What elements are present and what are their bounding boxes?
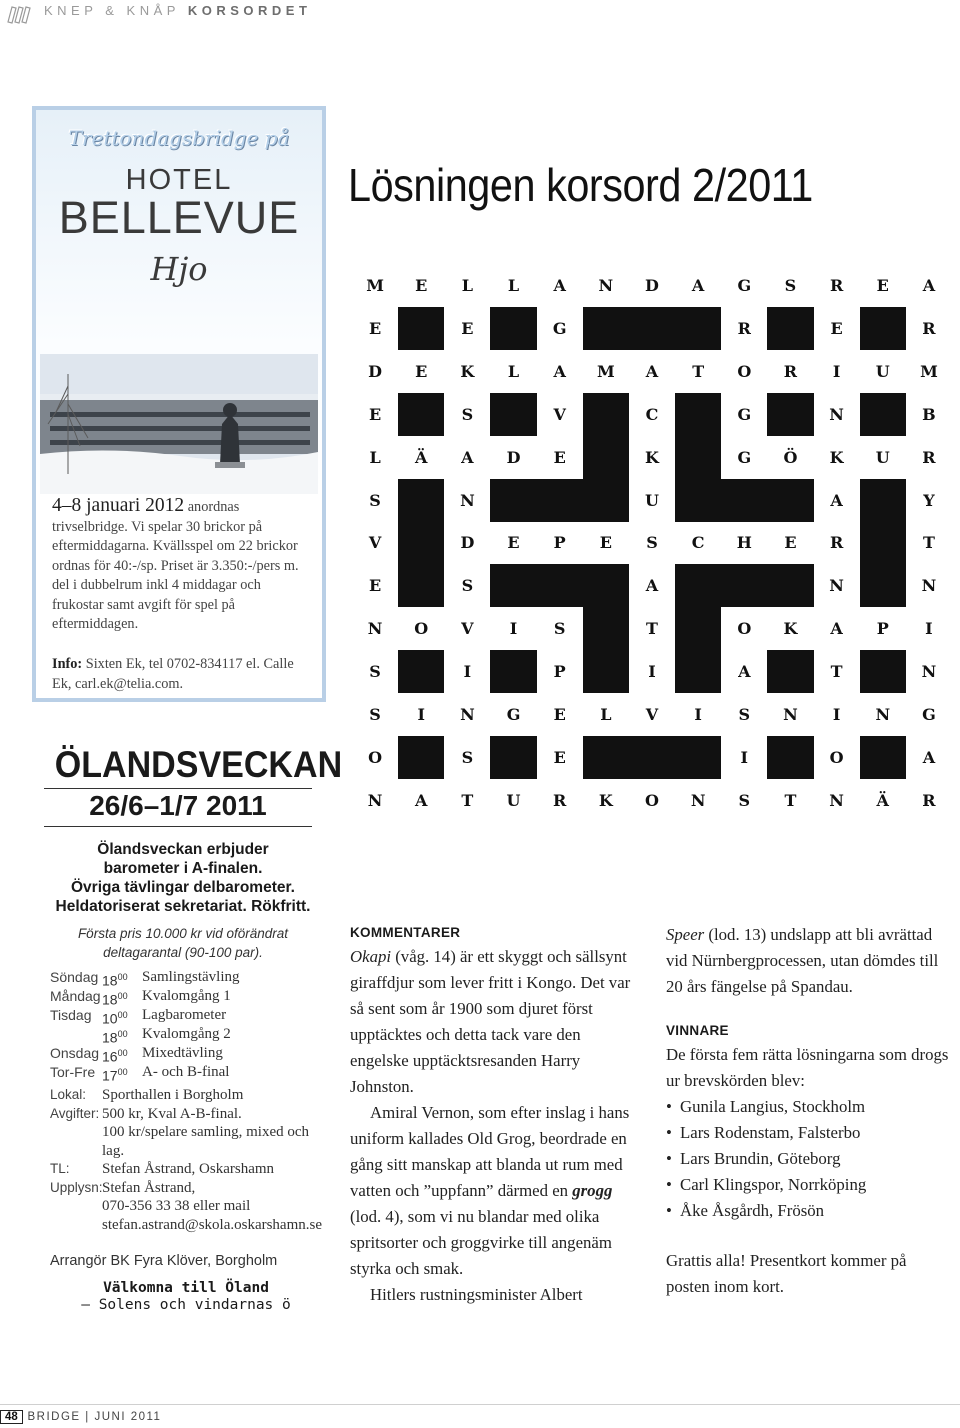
letter-cell: T [767, 779, 813, 822]
letter-cell: P [537, 522, 583, 565]
letter-cell: L [490, 350, 536, 393]
vinnare-heading: VINNARE [666, 1023, 729, 1038]
oland-ad-title: ÖLANDSVECKAN [54, 744, 343, 785]
okapi-paragraph [350, 944, 638, 1100]
letter-cell: S [444, 564, 490, 607]
letter-cell: U [860, 436, 906, 479]
black-cell [767, 393, 813, 436]
letter-cell: D [490, 436, 536, 479]
letter-cell: E [537, 693, 583, 736]
letter-cell: E [583, 522, 629, 565]
detail-label: Lokal: [50, 1087, 87, 1102]
black-cell [583, 436, 629, 479]
black-cell [490, 650, 536, 693]
footer-text: BRIDGE | JUNI 2011 [22, 1411, 162, 1423]
schedule-hour: 18 [102, 1029, 118, 1046]
letter-cell: L [583, 693, 629, 736]
divider [44, 826, 312, 827]
black-cell [860, 564, 906, 607]
letter-cell: I [814, 350, 860, 393]
letter-cell: L [352, 436, 398, 479]
letter-cell: K [629, 436, 675, 479]
schedule-day: Tisdag [50, 1007, 92, 1023]
speer-text: (lod. 13) undslapp att bli avrättad vid Nürnbergprocessen, utan dömdes till 20 års fängelse på Spandau. [666, 925, 939, 996]
black-cell [767, 650, 813, 693]
hotel-winter-photo [40, 354, 318, 494]
schedule-hour: 10 [102, 1010, 118, 1027]
letter-cell: N [444, 693, 490, 736]
detail-value: stefan.astrand@skola.oskarshamn.se [102, 1216, 323, 1233]
letter-cell: I [906, 607, 952, 650]
black-cell [490, 393, 536, 436]
black-cell [490, 564, 536, 607]
black-cell [583, 607, 629, 650]
black-cell [398, 479, 444, 522]
oland-ad-dates: 26/6–1/7 2011 [89, 790, 267, 821]
black-cell [537, 564, 583, 607]
black-cell [860, 522, 906, 565]
schedule-event: Samlingstävling [142, 969, 240, 985]
list-item: • Carl Klingspor, Norrköping [666, 1172, 954, 1198]
black-cell [860, 307, 906, 350]
detail-value: Stefan Åstrand, Oskarshamn [102, 1161, 275, 1177]
detail-label: Avgifter: [50, 1105, 100, 1121]
letter-cell: N [352, 607, 398, 650]
letter-cell: R [906, 307, 952, 350]
closing-text: Grattis alla! Presentkort kommer på posten inom kort. [666, 1251, 907, 1296]
letter-cell: N [814, 393, 860, 436]
letter-cell: A [906, 264, 952, 307]
letter-cell: R [721, 307, 767, 350]
schedule-row [50, 968, 320, 987]
welcome-subline: – Solens och vindarnas ö [81, 1297, 291, 1313]
black-cell [767, 479, 813, 522]
footer-divider [0, 1404, 960, 1405]
letter-cell: E [352, 564, 398, 607]
letter-cell: O [721, 350, 767, 393]
letter-cell: L [444, 264, 490, 307]
ad-hotel-word: HOTEL [125, 164, 233, 196]
letter-cell: S [352, 693, 398, 736]
letter-cell: Ö [767, 436, 813, 479]
letter-cell: S [629, 522, 675, 565]
letter-cell: S [721, 779, 767, 822]
schedule-minute: 00 [117, 991, 128, 1001]
ad-contact [52, 654, 316, 694]
kommentarer-heading: KOMMENTARER [350, 925, 461, 940]
schedule-day: Onsdag [50, 1045, 100, 1061]
letter-cell: T [675, 350, 721, 393]
schedule-time [102, 1063, 128, 1086]
letter-cell: S [444, 393, 490, 436]
oland-ad-highlights [48, 840, 318, 916]
schedule-event: Lagbarometer [142, 1007, 227, 1023]
list-item: • Åke Åsgårdh, Frösön [666, 1198, 954, 1224]
letter-cell: T [444, 779, 490, 822]
letter-cell: N [444, 479, 490, 522]
letter-cell: S [352, 479, 398, 522]
schedule-minute: 00 [117, 1067, 128, 1077]
letter-cell: E [537, 736, 583, 779]
cards-logo-icon [6, 4, 36, 24]
letter-cell: R [814, 522, 860, 565]
letter-cell: C [675, 522, 721, 565]
ad-description [52, 496, 316, 635]
vinnare-column [666, 922, 954, 1300]
black-cell [583, 650, 629, 693]
detail-value: 100 kr/spelare samling, mixed och lag. [102, 1124, 310, 1159]
letter-cell: E [352, 307, 398, 350]
letter-cell: Ä [860, 779, 906, 822]
schedule-minute: 00 [117, 972, 128, 982]
letter-cell: K [444, 350, 490, 393]
schedule-day: Söndag [50, 969, 99, 985]
letter-cell: K [767, 607, 813, 650]
letter-cell: O [629, 779, 675, 822]
letter-cell: E [814, 307, 860, 350]
schedule-hour: 17 [102, 1067, 118, 1084]
letter-cell: O [352, 736, 398, 779]
black-cell [675, 564, 721, 607]
letter-cell: U [629, 479, 675, 522]
ad-info-text: Sixten Ek, tel 0702-834117 el. Calle Ek, carl.ek@telia.com. [52, 656, 294, 692]
black-cell [860, 736, 906, 779]
black-cell [675, 607, 721, 650]
letter-cell: S [444, 736, 490, 779]
highlight-line: Övriga tävlingar delbarometer. [71, 879, 295, 896]
section-header: KNEP & KNÅP KORSORDET [44, 3, 312, 18]
letter-cell: I [398, 693, 444, 736]
black-cell [860, 393, 906, 436]
black-cell [767, 307, 813, 350]
okapi-text: (våg. 14) är ett skyggt och sällsynt giraffdjur som lever fritt i Kongo. Det var så sent som år 1900 som djuret först upptäcktes och detta tack vare den engelske upptäcktsresanden Harry Johnston. [350, 947, 631, 1096]
welcome-line: Välkomna till Öland [103, 1280, 269, 1296]
letter-cell: S [767, 264, 813, 307]
letter-cell: E [398, 264, 444, 307]
speer-paragraph-start: Hitlers rustningsminister Albert [370, 1285, 583, 1304]
letter-cell: G [537, 307, 583, 350]
letter-cell: H [721, 522, 767, 565]
letter-cell: E [767, 522, 813, 565]
letter-cell: U [860, 350, 906, 393]
letter-cell: N [675, 779, 721, 822]
black-cell [767, 564, 813, 607]
black-cell [767, 736, 813, 779]
schedule-event: A- och B-final [142, 1064, 230, 1080]
letter-cell: S [537, 607, 583, 650]
letter-cell: T [906, 522, 952, 565]
black-cell [675, 650, 721, 693]
black-cell [583, 736, 629, 779]
list-item: • Lars Brundin, Göteborg [666, 1146, 954, 1172]
black-cell [490, 307, 536, 350]
letter-cell: I [814, 693, 860, 736]
ad-body-text: anordnas trivselbridge. Vi spelar 30 brickor på eftermiddagarna. Kvällsspel om 22 brickor ordnas för 40:-/sp. Priset är 3.350:-/pers m. del i dubbelrum inkl 4 middagar och frukostar samt avgift för spel på eftermiddagen. [52, 499, 299, 632]
schedule-row [50, 987, 320, 1006]
ad-town-script: Hjo [150, 250, 208, 288]
black-cell [398, 564, 444, 607]
letter-cell: I [675, 693, 721, 736]
list-item: • Lars Rodenstam, Falsterbo [666, 1120, 954, 1146]
oland-ad-prize [48, 924, 318, 962]
black-cell [721, 564, 767, 607]
black-cell [490, 736, 536, 779]
highlight-line: Heldatoriserat sekretariat. Rökfritt. [55, 898, 311, 915]
letter-cell: B [906, 393, 952, 436]
winners-list [666, 1094, 954, 1224]
prize-line: deltagarantal (90-100 par). [103, 945, 263, 960]
black-cell [675, 436, 721, 479]
letter-cell: O [721, 607, 767, 650]
detail-row [50, 1086, 330, 1105]
vinnare-intro: De första fem rätta lösningarna som drogs ur brevskörden blev: [666, 1045, 949, 1090]
letter-cell: N [814, 564, 860, 607]
letter-cell: C [629, 393, 675, 436]
letter-cell: A [629, 564, 675, 607]
letter-cell: A [721, 650, 767, 693]
letter-cell: I [721, 736, 767, 779]
letter-cell: D [629, 264, 675, 307]
black-cell [629, 307, 675, 350]
black-cell [398, 393, 444, 436]
letter-cell: A [675, 264, 721, 307]
black-cell [537, 479, 583, 522]
kommentarer-column [350, 922, 638, 1308]
letter-cell: R [767, 350, 813, 393]
list-item: • Gunila Langius, Stockholm [666, 1094, 954, 1120]
black-cell [490, 479, 536, 522]
crossword-solution-grid [352, 264, 952, 822]
detail-value: 500 kr, Kval A-B-final. [102, 1105, 242, 1122]
black-cell [398, 736, 444, 779]
schedule-event: Mixedtävling [142, 1045, 223, 1061]
letter-cell: Ä [398, 436, 444, 479]
letter-cell: T [814, 650, 860, 693]
schedule-event: Kvalomgång 2 [142, 1026, 231, 1042]
letter-cell: E [352, 393, 398, 436]
letter-cell: V [629, 693, 675, 736]
schedule-day: Tor-Fre [50, 1064, 96, 1080]
detail-value: 070-356 33 38 eller mail [102, 1198, 251, 1214]
schedule-day: Måndag [50, 988, 101, 1004]
detail-label: Upplysn: [50, 1179, 103, 1195]
schedule-row [50, 1044, 320, 1063]
black-cell [675, 736, 721, 779]
speer-term: Speer [666, 925, 705, 944]
letter-cell: A [444, 436, 490, 479]
divider [44, 788, 312, 789]
oland-welcome [48, 1280, 324, 1314]
schedule-hour: 16 [102, 1048, 118, 1065]
speer-paragraph [666, 922, 954, 1000]
letter-cell: G [721, 264, 767, 307]
schedule-hour: 18 [102, 972, 118, 989]
grogg-paragraph [350, 1100, 638, 1282]
black-cell [583, 307, 629, 350]
letter-cell: E [490, 522, 536, 565]
letter-cell: A [537, 350, 583, 393]
letter-cell: M [906, 350, 952, 393]
schedule-event: Kvalomgång 1 [142, 988, 231, 1004]
grogg-term: grogg [572, 1181, 613, 1200]
black-cell [860, 479, 906, 522]
letter-cell: G [721, 393, 767, 436]
letter-cell: V [444, 607, 490, 650]
detail-label: TL: [50, 1161, 70, 1176]
letter-cell: N [352, 779, 398, 822]
ad-script-title: Trettondagsbridge på [68, 126, 290, 150]
detail-row [50, 1179, 330, 1235]
letter-cell: S [352, 650, 398, 693]
schedule-minute: 00 [117, 1010, 128, 1020]
letter-cell: E [444, 307, 490, 350]
detail-value: Sporthallen i Borgholm [102, 1087, 244, 1103]
schedule-minute: 00 [117, 1029, 128, 1039]
detail-value: Stefan Åstrand, [102, 1179, 196, 1196]
letter-cell: I [629, 650, 675, 693]
letter-cell: R [906, 779, 952, 822]
schedule-row [50, 1006, 320, 1025]
schedule-hour: 18 [102, 991, 118, 1008]
letter-cell: D [352, 350, 398, 393]
letter-cell: N [814, 779, 860, 822]
letter-cell: U [490, 779, 536, 822]
letter-cell: I [444, 650, 490, 693]
letter-cell: N [860, 693, 906, 736]
letter-cell: N [767, 693, 813, 736]
letter-cell: I [490, 607, 536, 650]
black-cell [398, 522, 444, 565]
letter-cell: G [906, 693, 952, 736]
letter-cell: K [583, 779, 629, 822]
letter-cell: P [860, 607, 906, 650]
ad-dates: 4–8 januari 2012 [52, 495, 185, 516]
detail-row [50, 1105, 330, 1161]
letter-cell: G [721, 436, 767, 479]
letter-cell: R [906, 436, 952, 479]
oland-organizer: Arrangör BK Fyra Klöver, Borgholm [50, 1253, 278, 1269]
black-cell [675, 479, 721, 522]
letter-cell: G [490, 693, 536, 736]
letter-cell: R [537, 779, 583, 822]
page-footer [0, 1410, 200, 1428]
black-cell [629, 736, 675, 779]
oland-details [50, 1086, 330, 1234]
black-cell [721, 479, 767, 522]
schedule-row [50, 1025, 320, 1044]
letter-cell: K [814, 436, 860, 479]
letter-cell: O [814, 736, 860, 779]
black-cell [583, 564, 629, 607]
black-cell [675, 307, 721, 350]
highlight-line: Ölandsveckan erbjuder [97, 841, 269, 858]
black-cell [675, 393, 721, 436]
detail-row [50, 1160, 330, 1179]
letter-cell: R [814, 264, 860, 307]
letter-cell: P [537, 650, 583, 693]
black-cell [583, 393, 629, 436]
letter-cell: N [906, 650, 952, 693]
black-cell [860, 650, 906, 693]
letter-cell: O [398, 607, 444, 650]
highlight-line: barometer i A-finalen. [103, 860, 263, 877]
letter-cell: E [860, 264, 906, 307]
letter-cell: A [906, 736, 952, 779]
black-cell [398, 650, 444, 693]
letter-cell: N [906, 564, 952, 607]
oland-schedule [50, 968, 320, 1082]
page-number: 48 [0, 1410, 23, 1424]
schedule-row [50, 1063, 320, 1082]
letter-cell: S [721, 693, 767, 736]
letter-cell: M [583, 350, 629, 393]
prize-line: Första pris 10.000 kr vid oförändrat [77, 926, 289, 941]
black-cell [583, 479, 629, 522]
letter-cell: Y [906, 479, 952, 522]
letter-cell: A [398, 779, 444, 822]
grogg-text-before: Amiral Vernon, som efter inslag i hans uniform kallades Old Grog, beordrade en gång sitt manskap att blanda ut rum med vatten och ”uppfann” därmed en [350, 1103, 630, 1200]
letter-cell: D [444, 522, 490, 565]
letter-cell: T [629, 607, 675, 650]
ad-info-label: Info: [52, 656, 83, 672]
letter-cell: A [629, 350, 675, 393]
letter-cell: E [398, 350, 444, 393]
schedule-minute: 00 [117, 1048, 128, 1058]
letter-cell: N [583, 264, 629, 307]
okapi-term: Okapi [350, 947, 392, 966]
letter-cell: V [352, 522, 398, 565]
ad-hotel-name: BELLEVUE [58, 192, 300, 243]
hotel-bellevue-ad [32, 106, 326, 702]
letter-cell: M [352, 264, 398, 307]
grogg-text-after: (lod. 4), som vi nu blandar med olika spritsorter och groggvirke till angenäm styrka och smak. [350, 1207, 612, 1278]
black-cell [398, 307, 444, 350]
letter-cell: A [814, 479, 860, 522]
letter-cell: L [490, 264, 536, 307]
letter-cell: A [814, 607, 860, 650]
letter-cell: E [537, 436, 583, 479]
letter-cell: V [537, 393, 583, 436]
letter-cell: A [537, 264, 583, 307]
page-title: Lösningen korsord 2/2011 [348, 159, 813, 211]
